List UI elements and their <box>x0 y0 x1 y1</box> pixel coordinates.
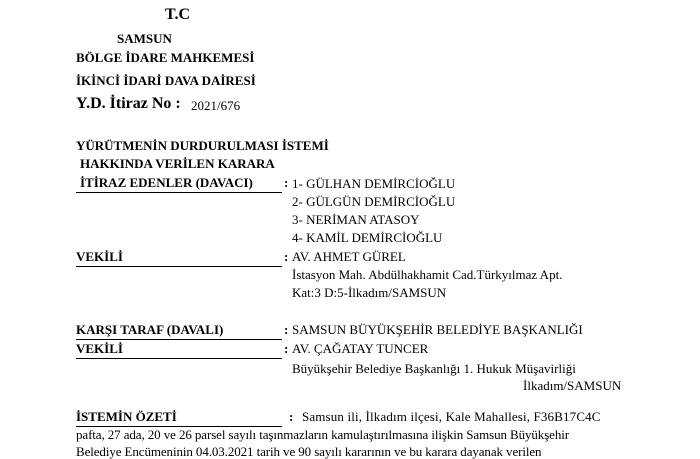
defendant-underline <box>76 339 282 340</box>
objectors-colon: : <box>284 175 289 190</box>
defendant-attorney-label: VEKİLİ <box>76 341 123 356</box>
objectors-label: İTİRAZ EDENLER (DAVACI) <box>80 175 253 190</box>
defendant-attorney-office-1: Büyükşehir Belediye Başkanlığı 1. Hukuk Müşavirliği <box>292 361 576 376</box>
subject-line-2: HAKKINDA VERİLEN KARARA <box>80 156 275 171</box>
summary-line-1: Samsun ili, İlkadım ilçesi, Kale Mahallesi, F36B17C4C <box>302 409 601 424</box>
defendant-attorney-underline <box>76 358 282 359</box>
objector-name-2: 2- GÜLGÜN DEMİRCİOĞLU <box>292 194 456 209</box>
summary-line-3: Belediye Encümeninin 04.03.2021 tarih ve 90 sayılı kararının ve bu karara dayanak verilen <box>76 444 542 459</box>
court-heading: BÖLGE İDARE MAHKEMESİ <box>76 50 255 65</box>
chamber-heading: İKİNCİ İDARİ DAVA DAİRESİ <box>76 73 256 88</box>
plaintiff-attorney-colon: : <box>284 249 289 264</box>
plaintiff-attorney-address-1: İstasyon Mah. Abdülhakhamit Cad.Türkyılmaz Apt. <box>292 267 563 282</box>
case-number-label: Y.D. İtiraz No : <box>76 95 181 112</box>
case-number-value: 2021/676 <box>191 98 241 113</box>
plaintiff-attorney-label: VEKİLİ <box>76 249 123 264</box>
summary-label: İSTEMİN ÖZETİ <box>76 409 177 424</box>
tc-heading: T.C <box>165 6 191 23</box>
defendant-label: KARŞI TARAF (DAVALI) <box>76 322 224 337</box>
subject-line-1: YÜRÜTMENİN DURDURULMASI İSTEMİ <box>76 138 329 153</box>
objector-name-4: 4- KAMİL DEMİRCİOĞLU <box>292 230 443 245</box>
summary-line-2: pafta, 27 ada, 20 ve 26 parsel sayılı taşınmazların kamulaştırılmasına ilişkin Samsun Büyükşehir <box>76 427 569 442</box>
defendant-attorney-colon: : <box>284 341 289 356</box>
defendant-attorney-name: AV. ÇAĞATAY TUNCER <box>292 341 429 356</box>
summary-colon: : <box>289 409 294 424</box>
plaintiff-attorney-underline <box>76 266 282 267</box>
objectors-underline <box>76 192 282 193</box>
objector-name-1: 1- GÜLHAN DEMİRCİOĞLU <box>292 176 456 191</box>
city-heading: SAMSUN <box>117 31 172 46</box>
defendant-colon: : <box>284 322 289 337</box>
plaintiff-attorney-address-2: Kat:3 D:5-İlkadım/SAMSUN <box>292 285 447 300</box>
plaintiff-attorney-name: AV. AHMET GÜREL <box>292 249 406 264</box>
objector-name-3: 3- NERİMAN ATASOY <box>292 212 420 227</box>
defendant-attorney-office-2: İlkadım/SAMSUN <box>523 378 622 393</box>
defendant-name: SAMSUN BÜYÜKŞEHİR BELEDİYE BAŞKANLIĞI <box>292 322 583 337</box>
